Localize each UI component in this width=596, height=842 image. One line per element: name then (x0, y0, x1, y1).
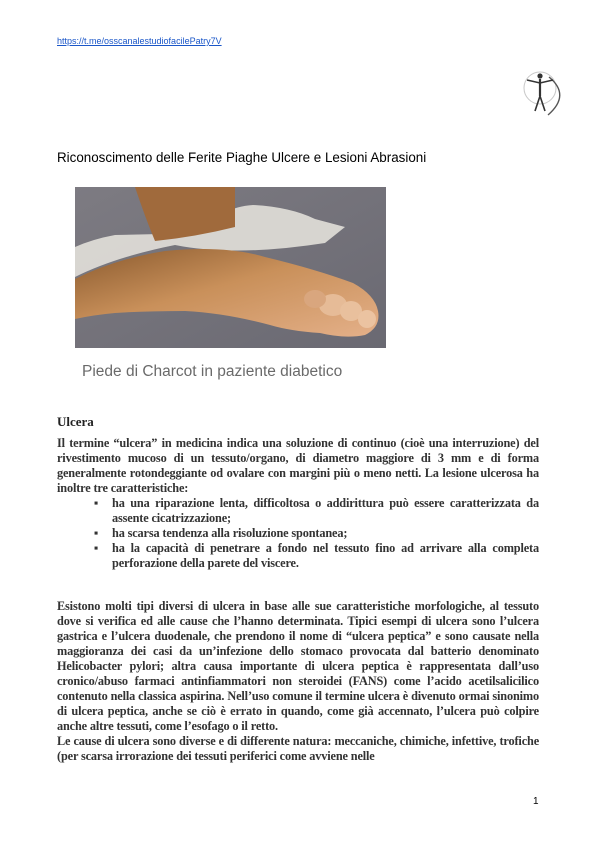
list-item (94, 526, 539, 541)
telegram-link[interactable]: https://t.me/osscanalestudiofacilePatry7V (57, 36, 222, 46)
section-body-continued (57, 599, 539, 764)
list-item-text: ha la capacità di penetrare a fondo nel tessuto fino ad arrivare alla completa perforazione della parete del viscere. (112, 541, 539, 570)
bullet-icon: ▪ (94, 526, 99, 540)
bullet-icon: ▪ (94, 541, 99, 555)
section-heading: Ulcera (57, 414, 94, 429)
document-title: Riconoscimento delle Ferite Piaghe Ulcere e Lesioni Abrasioni (57, 150, 427, 165)
list-item-text: ha scarsa tendenza alla risoluzione spontanea; (112, 526, 348, 540)
figure-caption: Piede di Charcot in paziente diabetico (82, 363, 343, 380)
section-body (57, 436, 539, 571)
list-item (94, 541, 539, 571)
list-item (94, 496, 539, 526)
charcot-foot-photo (75, 187, 386, 348)
list-item-text: ha una riparazione lenta, difficoltosa o addirittura può essere caratterizzata da assente cicatrizzazione; (112, 496, 539, 525)
paragraph: Esistono molti tipi diversi di ulcera in base alle sue caratteristiche morfologiche, al tessuto dove si verifica ed alle cause che l’hanno determinata. Tipici esempi di ulcera sono l’ulcera gastrica e l’ulcera duodenale, che prendono il nome di “ulcera peptica” e sono causate nella maggioranza dei casi da un’infezione dello stomaco provocata dal batterio denominato Helicobacter pylori; altra causa importante di ulcera peptica è rappresentata dall’uso cronico/abuso farmaci antinfiammatori non steroidei (FANS) come l’acido acetilsalicilico contenuto nella classica aspirina. Nell’uso comune il termine ulcera è divenuto ormai sinonimo di ulcera peptica, anche se ciò è errato in quando, come già accennato, l’ulcera può colpire anche altre tessuti, come l’esofago o il retto. (57, 599, 539, 733)
page-number: 1 (533, 796, 539, 807)
intro-paragraph: Il termine “ulcera” in medicina indica una soluzione di continuo (cioè una interruzione) del rivestimento mucoso di un tessuto/organo, di diametro maggiore di 3 mm e di forma generalmente rotondeggiante od ovalare con margini più o meno netti. La lesione ulcerosa ha inoltre tre caratteristiche: (57, 436, 539, 495)
paragraph: Le cause di ulcera sono diverse e di differente natura: meccaniche, chimiche, infettive, trofiche (per scarsa irrorazione dei tessuti periferici come avviene nelle (57, 734, 539, 763)
figure (75, 187, 386, 387)
characteristics-list (57, 496, 539, 571)
vitruvian-figure-logo-icon (519, 69, 569, 119)
bullet-icon: ▪ (94, 496, 99, 510)
